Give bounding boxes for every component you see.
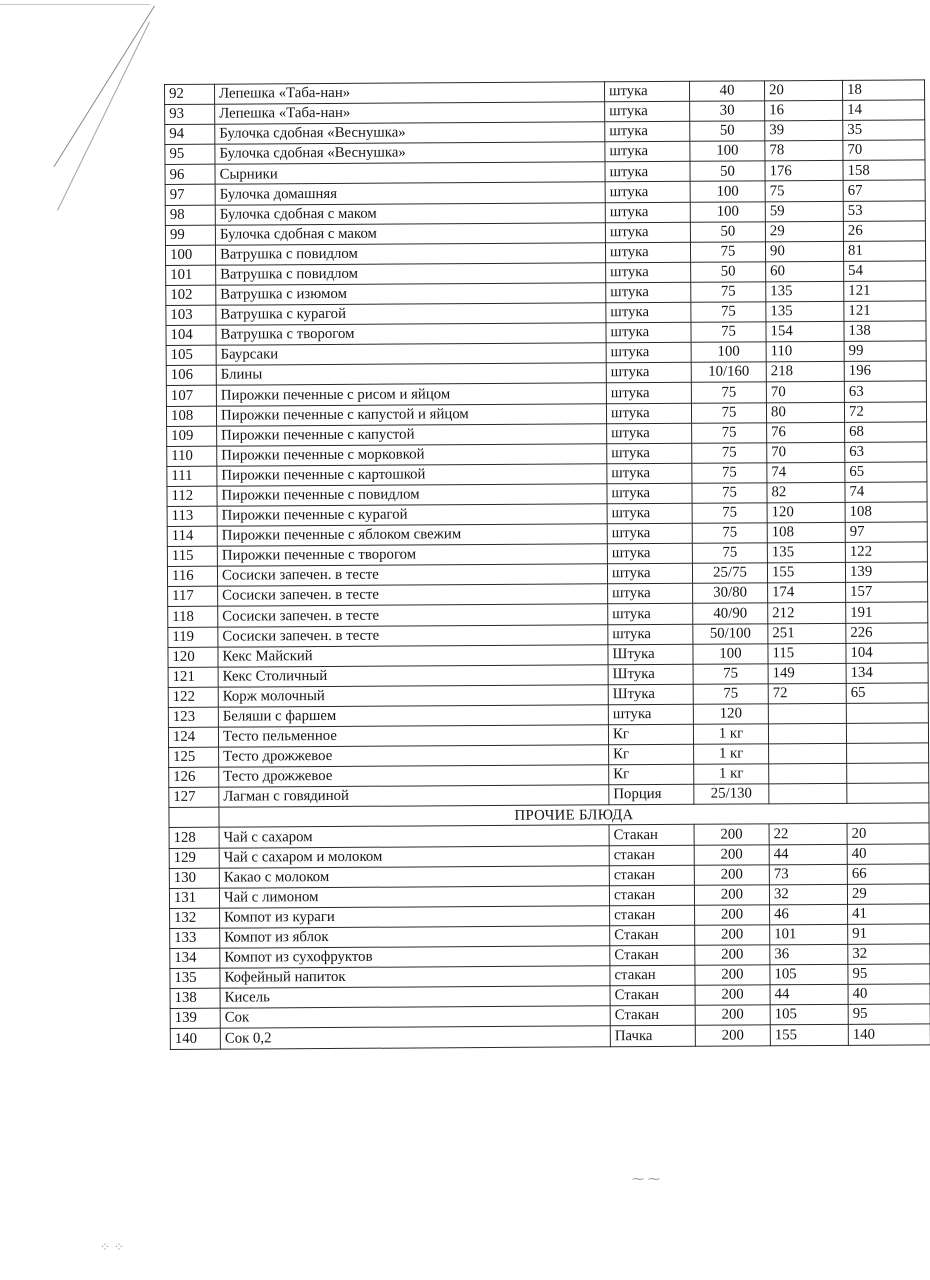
item-price-2: 65 [845, 462, 927, 483]
item-number: 138 [170, 988, 220, 1008]
item-weight: 10/160 [691, 362, 766, 383]
item-number: 113 [167, 506, 217, 526]
item-name: Баурсаки [216, 343, 606, 365]
item-price-1: 76 [767, 422, 845, 443]
item-price-1: 59 [765, 201, 843, 222]
item-number: 94 [165, 124, 215, 144]
item-price-2: 74 [845, 482, 927, 503]
item-number: 105 [166, 345, 216, 365]
item-number: 130 [169, 868, 219, 888]
item-price-1 [769, 784, 847, 805]
item-price-2: 95 [848, 964, 930, 985]
item-weight: 200 [694, 885, 769, 906]
item-number: 119 [168, 627, 218, 647]
item-weight: 50 [691, 262, 766, 283]
item-price-2: 32 [848, 944, 930, 965]
item-weight: 200 [695, 905, 770, 926]
table-body-other-dishes [169, 823, 930, 1049]
item-weight: 200 [695, 985, 770, 1006]
item-name: Ватрушка с курагой [216, 303, 606, 325]
item-name: Булочка сдобная с маком [215, 202, 605, 224]
item-number: 140 [170, 1029, 220, 1049]
item-price-1: 108 [767, 522, 845, 543]
item-weight: 75 [692, 443, 767, 464]
item-name: Ватрушка с повидлом [216, 263, 606, 285]
item-number: 128 [169, 828, 219, 848]
item-unit: штука [606, 383, 691, 404]
item-number: 135 [170, 968, 220, 988]
item-name: Ватрушка с изюмом [216, 283, 606, 305]
item-price-2: 196 [844, 361, 926, 382]
item-weight: 100 [690, 201, 765, 222]
item-name: Кекс Майский [218, 644, 608, 666]
item-unit: штука [607, 463, 692, 484]
item-price-2 [846, 723, 928, 744]
item-weight: 75 [693, 684, 768, 705]
item-weight: 100 [690, 141, 765, 162]
item-weight: 75 [692, 463, 767, 484]
price-table [164, 79, 930, 1049]
item-unit: штука [606, 322, 691, 343]
scan-artifact-line [53, 5, 155, 167]
item-price-1: 70 [767, 442, 845, 463]
item-number: 103 [166, 305, 216, 325]
item-name: Пирожки печенные с капустой и яйцом [216, 403, 606, 425]
item-name: Беляши с фаршем [218, 705, 608, 727]
item-name: Пирожки печенные с курагой [217, 504, 607, 526]
item-weight: 1 кг [693, 724, 768, 745]
item-price-2: 158 [843, 160, 925, 181]
item-name: Тесто дрожжевое [219, 765, 609, 787]
item-weight: 75 [691, 282, 766, 303]
item-name: Сырники [215, 162, 605, 184]
item-number: 125 [169, 747, 219, 767]
item-name: Булочка домашняя [215, 182, 605, 204]
item-unit: штука [605, 182, 690, 203]
section-title: ПРОЧИЕ БЛЮДА [219, 803, 929, 827]
item-weight: 200 [695, 945, 770, 966]
item-price-1: 154 [766, 321, 844, 342]
item-price-1: 70 [766, 382, 844, 403]
item-name: Тесто пельменное [218, 725, 608, 747]
document-page [164, 79, 930, 1049]
item-unit: Кг [609, 744, 694, 765]
item-number: 107 [166, 386, 216, 406]
item-unit: штука [604, 81, 689, 102]
item-price-1: 16 [765, 100, 843, 121]
item-unit: штука [605, 242, 690, 263]
item-price-2: 70 [843, 140, 925, 161]
item-weight: 75 [692, 503, 767, 524]
item-unit: Штука [608, 684, 693, 705]
item-price-1: 135 [766, 281, 844, 302]
item-price-1: 32 [769, 884, 847, 905]
item-number: 100 [165, 245, 215, 265]
item-price-2: 121 [844, 281, 926, 302]
item-price-1: 120 [767, 502, 845, 523]
item-weight: 200 [694, 824, 769, 845]
item-price-2: 108 [845, 502, 927, 523]
item-unit: штука [605, 142, 690, 163]
item-weight: 200 [694, 864, 769, 885]
section-num-cell [169, 808, 219, 828]
item-weight: 200 [694, 844, 769, 865]
item-number: 106 [166, 365, 216, 385]
item-price-2 [847, 763, 929, 784]
item-weight: 200 [695, 1025, 770, 1046]
item-price-2: 35 [843, 120, 925, 141]
item-price-2: 99 [844, 341, 926, 362]
item-name: Сосиски запечен. в тесте [218, 584, 608, 606]
item-price-2: 63 [844, 381, 926, 402]
item-number: 99 [165, 225, 215, 245]
item-price-1: 105 [770, 964, 848, 985]
item-weight: 200 [695, 1005, 770, 1026]
item-number: 101 [166, 265, 216, 285]
item-price-2: 81 [843, 241, 925, 262]
item-price-1: 72 [768, 683, 846, 704]
item-price-2: 40 [848, 984, 930, 1005]
item-number: 114 [167, 526, 217, 546]
item-price-1: 212 [768, 603, 846, 624]
item-weight: 25/130 [694, 784, 769, 805]
item-weight: 50 [690, 221, 765, 242]
item-name: Пирожки печенные с повидлом [217, 484, 607, 506]
table-body-bakery [165, 80, 929, 808]
item-price-1: 74 [767, 462, 845, 483]
item-number: 98 [165, 205, 215, 225]
item-weight: 200 [695, 965, 770, 986]
item-number: 132 [170, 908, 220, 928]
item-price-2: 54 [844, 261, 926, 282]
item-price-2: 97 [845, 522, 927, 543]
item-name: Компот из сухофруктов [220, 946, 610, 968]
item-price-2: 72 [844, 401, 926, 422]
item-weight: 30/80 [693, 583, 768, 604]
item-price-1: 251 [768, 623, 846, 644]
item-unit: Стакан [610, 945, 695, 966]
item-price-1: 75 [765, 181, 843, 202]
item-number: 121 [168, 667, 218, 687]
item-price-1 [768, 723, 846, 744]
item-unit: Кг [608, 724, 693, 745]
item-weight: 40 [689, 81, 764, 102]
item-price-1 [769, 764, 847, 785]
item-number: 95 [165, 144, 215, 164]
item-price-2: 53 [843, 200, 925, 221]
item-number: 123 [168, 707, 218, 727]
item-name: Лепешка «Таба-нан» [215, 82, 605, 104]
item-name: Корж молочный [218, 685, 608, 707]
item-unit: штука [606, 343, 691, 364]
item-number: 118 [168, 607, 218, 627]
item-weight: 75 [693, 664, 768, 685]
item-unit: штука [608, 624, 693, 645]
item-number: 108 [166, 406, 216, 426]
item-price-1: 155 [770, 1025, 848, 1046]
item-price-1: 20 [764, 80, 842, 101]
item-name: Булочка сдобная «Веснушка» [215, 122, 605, 144]
item-number: 139 [170, 1008, 220, 1028]
item-unit: штука [605, 202, 690, 223]
item-name: Кисель [220, 986, 610, 1008]
item-price-1: 135 [767, 543, 845, 564]
item-number: 104 [166, 325, 216, 345]
item-number: 102 [166, 285, 216, 305]
item-price-1: 105 [770, 1005, 848, 1026]
item-unit: штука [608, 584, 693, 605]
item-price-2 [847, 783, 929, 804]
item-unit: штука [607, 423, 692, 444]
item-name: Ватрушка с творогом [216, 323, 606, 345]
item-name: Сосиски запечен. в тесте [218, 604, 608, 626]
item-name: Компот из яблок [220, 926, 610, 948]
item-name: Чай с сахаром и молоком [219, 845, 609, 867]
item-name: Пирожки печенные с капустой [217, 423, 607, 445]
item-number: 111 [167, 466, 217, 486]
item-unit: штука [607, 564, 692, 585]
item-price-1: 155 [767, 563, 845, 584]
item-price-2: 140 [848, 1024, 930, 1045]
item-weight: 40/90 [693, 603, 768, 624]
item-name: Сосиски запечен. в тесте [217, 564, 607, 586]
item-unit: стакан [609, 865, 694, 886]
item-name: Тесто дрожжевое [219, 745, 609, 767]
item-weight: 75 [692, 483, 767, 504]
item-unit: штука [607, 483, 692, 504]
item-unit: штука [605, 121, 690, 142]
item-price-1: 22 [769, 824, 847, 845]
item-weight: 30 [690, 101, 765, 122]
item-price-1: 101 [770, 924, 848, 945]
item-unit: стакан [609, 885, 694, 906]
item-weight: 50 [690, 121, 765, 142]
item-number: 131 [169, 888, 219, 908]
item-number: 134 [170, 948, 220, 968]
item-price-1: 39 [765, 121, 843, 142]
item-name: Сосиски запечен. в тесте [218, 624, 608, 646]
item-number: 92 [165, 84, 215, 104]
item-price-1: 110 [766, 342, 844, 363]
item-weight: 75 [691, 302, 766, 323]
item-price-1: 44 [770, 985, 848, 1006]
table-row [170, 1024, 930, 1049]
item-name: Пирожки печенные с творогом [217, 544, 607, 566]
item-weight: 75 [692, 543, 767, 564]
item-name: Пирожки печенные с яблоком свежим [217, 524, 607, 546]
item-unit: штука [606, 262, 691, 283]
item-unit: Штука [608, 664, 693, 685]
item-weight: 200 [695, 925, 770, 946]
item-price-2: 67 [843, 180, 925, 201]
item-price-2: 65 [846, 683, 928, 704]
item-weight: 75 [691, 402, 766, 423]
item-name: Лепешка «Таба-нан» [215, 102, 605, 124]
item-weight: 1 кг [694, 764, 769, 785]
item-price-1: 218 [766, 362, 844, 383]
item-price-2: 63 [845, 442, 927, 463]
item-unit: штука [605, 222, 690, 243]
item-weight: 75 [691, 382, 766, 403]
item-price-1: 115 [768, 643, 846, 664]
item-unit: стакан [610, 905, 695, 926]
item-number: 124 [168, 727, 218, 747]
item-price-2: 191 [846, 602, 928, 623]
item-name: Чай с сахаром [219, 825, 609, 847]
item-unit: штука [605, 101, 690, 122]
item-number: 120 [168, 647, 218, 667]
item-unit: стакан [610, 965, 695, 986]
item-name: Ватрушка с повидлом [215, 243, 605, 265]
item-name: Пирожки печенные с рисом и яйцом [216, 383, 606, 405]
item-name: Кофейный напиток [220, 966, 610, 988]
item-number: 133 [170, 928, 220, 948]
item-name: Булочка сдобная с маком [215, 222, 605, 244]
item-price-1: 60 [766, 261, 844, 282]
item-name: Лагман с говядиной [219, 785, 609, 807]
item-unit: штука [605, 162, 690, 183]
item-number: 127 [169, 787, 219, 807]
item-price-2: 122 [845, 542, 927, 563]
item-price-2: 226 [846, 622, 928, 643]
item-weight: 100 [690, 181, 765, 202]
item-number: 96 [165, 165, 215, 185]
item-unit: Стакан [610, 1006, 695, 1027]
item-number: 112 [167, 486, 217, 506]
item-number: 122 [168, 687, 218, 707]
item-price-1: 176 [765, 161, 843, 182]
item-price-2: 157 [846, 582, 928, 603]
item-price-1: 46 [770, 904, 848, 925]
scan-artifact-line [0, 4, 150, 5]
item-number: 93 [165, 104, 215, 124]
item-price-2: 104 [846, 642, 928, 663]
item-number: 115 [167, 546, 217, 566]
item-weight: 75 [691, 322, 766, 343]
item-unit: штука [607, 543, 692, 564]
item-unit: Кг [609, 764, 694, 785]
item-price-2: 138 [844, 321, 926, 342]
item-name: Сок [220, 1006, 610, 1028]
item-name: Блины [216, 363, 606, 385]
item-number: 109 [167, 426, 217, 446]
item-price-2 [847, 743, 929, 764]
scan-noise: ⁘ ⁘ [100, 1240, 124, 1254]
item-price-1: 149 [768, 663, 846, 684]
item-unit: Порция [609, 785, 694, 806]
item-price-2: 139 [845, 562, 927, 583]
item-weight: 100 [691, 342, 766, 363]
item-weight: 75 [692, 523, 767, 544]
item-name: Сок 0,2 [220, 1026, 610, 1048]
item-unit: штука [608, 604, 693, 625]
item-number: 110 [167, 446, 217, 466]
item-weight: 1 кг [694, 744, 769, 765]
scan-noise: ⁓ ⁓ [632, 1172, 660, 1186]
item-name: Чай с лимоном [219, 886, 609, 908]
item-name: Пирожки печенные с картошкой [217, 464, 607, 486]
item-weight: 25/75 [692, 563, 767, 584]
item-price-2: 91 [848, 924, 930, 945]
item-price-2: 29 [847, 884, 929, 905]
item-price-2: 95 [848, 1004, 930, 1025]
item-unit: стакан [609, 845, 694, 866]
item-unit: штука [606, 282, 691, 303]
item-unit: Штука [608, 644, 693, 665]
item-price-1: 36 [770, 944, 848, 965]
item-price-1: 90 [765, 241, 843, 262]
item-price-2: 66 [847, 863, 929, 884]
item-price-2: 41 [848, 904, 930, 925]
item-price-2: 121 [844, 301, 926, 322]
item-number: 117 [168, 587, 218, 607]
item-unit: штука [607, 443, 692, 464]
item-price-1: 29 [765, 221, 843, 242]
item-name: Пирожки печенные с морковкой [217, 443, 607, 465]
item-name: Кекс Столичный [218, 665, 608, 687]
item-price-1: 73 [769, 864, 847, 885]
item-price-1: 80 [766, 402, 844, 423]
item-number: 116 [167, 566, 217, 586]
item-unit: штука [606, 363, 691, 384]
item-name: Какао с молоком [219, 865, 609, 887]
item-name: Компот из кураги [220, 906, 610, 928]
item-price-1: 44 [769, 844, 847, 865]
item-weight: 50 [690, 161, 765, 182]
item-price-2: 18 [842, 80, 924, 101]
item-weight: 75 [692, 422, 767, 443]
item-name: Булочка сдобная «Веснушка» [215, 142, 605, 164]
item-number: 129 [169, 848, 219, 868]
item-price-1: 174 [768, 583, 846, 604]
item-weight: 75 [690, 242, 765, 263]
scan-artifact-line [57, 22, 150, 211]
item-number: 126 [169, 767, 219, 787]
item-weight: 100 [693, 643, 768, 664]
item-price-1: 82 [767, 482, 845, 503]
item-price-1 [768, 703, 846, 724]
item-unit: штука [608, 704, 693, 725]
item-price-1 [769, 743, 847, 764]
item-price-2: 26 [843, 221, 925, 242]
item-price-2: 134 [846, 663, 928, 684]
item-price-2: 68 [845, 421, 927, 442]
item-unit: Стакан [610, 985, 695, 1006]
item-price-2: 20 [847, 823, 929, 844]
item-price-2: 40 [847, 843, 929, 864]
item-unit: штука [606, 302, 691, 323]
item-price-1: 135 [766, 301, 844, 322]
item-price-1: 78 [765, 141, 843, 162]
item-number: 97 [165, 185, 215, 205]
item-weight: 120 [693, 704, 768, 725]
item-weight: 50/100 [693, 623, 768, 644]
item-unit: Стакан [610, 925, 695, 946]
item-unit: Пачка [610, 1026, 695, 1047]
item-unit: штука [607, 523, 692, 544]
item-price-2: 14 [843, 100, 925, 121]
item-unit: Стакан [609, 825, 694, 846]
item-unit: штука [607, 503, 692, 524]
item-unit: штука [606, 403, 691, 424]
item-price-2 [846, 703, 928, 724]
